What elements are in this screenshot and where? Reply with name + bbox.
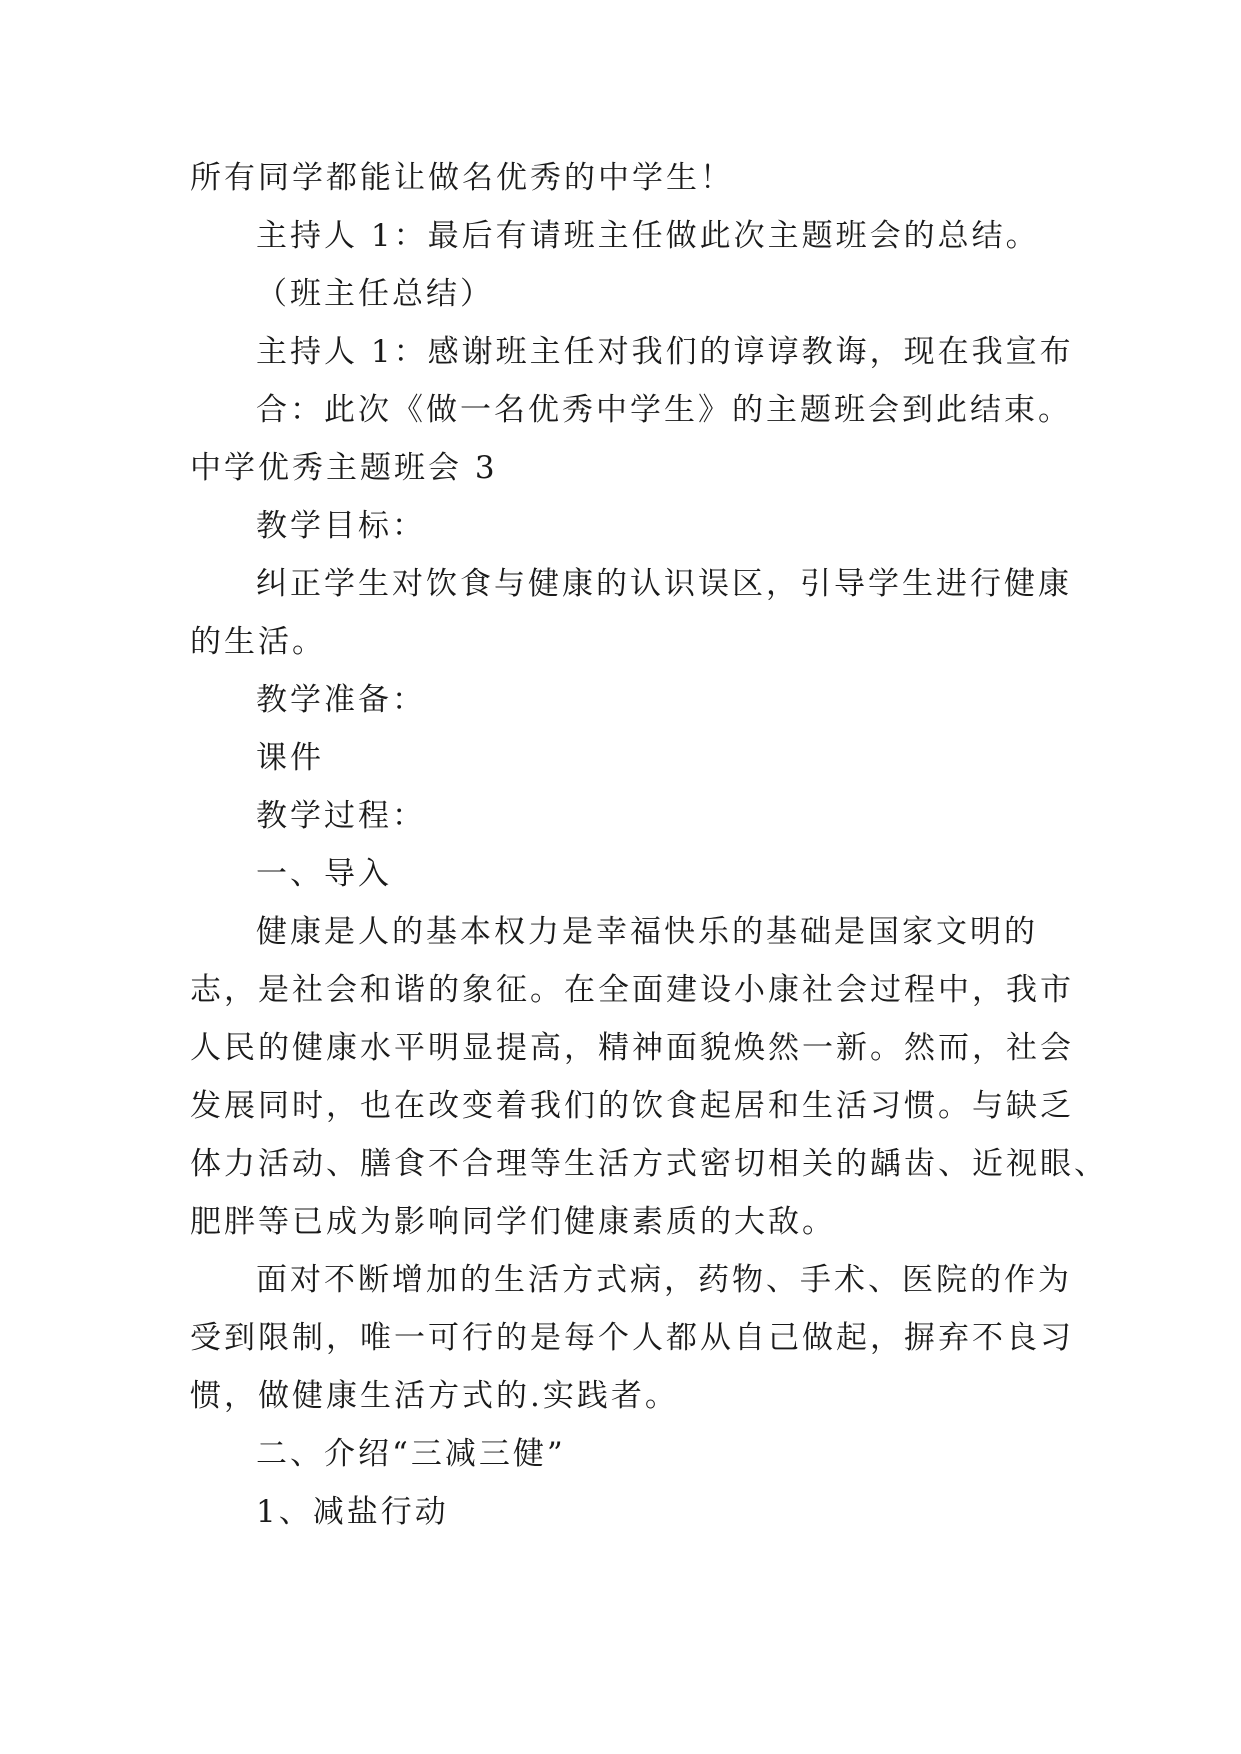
text-line: 主持人 1：最后有请班主任做此次主题班会的总结。: [256, 218, 1040, 254]
text-line: 1、减盐行动: [256, 1494, 449, 1530]
text-line: 肥胖等已成为影响同学们健康素质的大敌。: [190, 1204, 836, 1240]
text-line: 教学过程：: [256, 798, 426, 834]
text-line: 的生活。: [190, 624, 326, 660]
text-line: 人民的健康水平明显提高，精神面貌焕然一新。然而，社会: [190, 1030, 1074, 1066]
text-line: 惯，做健康生活方式的.实践者。: [190, 1378, 679, 1414]
text-line: 体力活动、膳食不合理等生活方式密切相关的龋齿、近视眼、: [190, 1146, 1108, 1182]
text-line: 发展同时，也在改变着我们的饮食起居和生活习惯。与缺乏: [190, 1088, 1074, 1124]
text-line: 一、导入: [256, 856, 392, 892]
text-line: （班主任总结）: [256, 276, 494, 312]
text-line: 教学准备：: [256, 682, 426, 718]
text-line: 受到限制，唯一可行的是每个人都从自己做起，摒弃不良习: [190, 1320, 1074, 1356]
text-line: 面对不断增加的生活方式病，药物、手术、医院的作为: [256, 1262, 1072, 1298]
section-heading: 中学优秀主题班会 3: [190, 450, 498, 486]
text-line: 合：此次《做一名优秀中学生》的主题班会到此结束。: [256, 392, 1072, 428]
text-line: 健康是人的基本权力是幸福快乐的基础是国家文明的: [256, 914, 1038, 950]
text-line: 所有同学都能让做名优秀的中学生！: [190, 160, 734, 196]
text-line: 纠正学生对饮食与健康的认识误区，引导学生进行健康: [256, 566, 1072, 602]
text-line: 课件: [256, 740, 324, 776]
text-line: 志，是社会和谐的象征。在全面建设小康社会过程中，我市: [190, 972, 1074, 1008]
text-line: 二、介绍“三减三健”: [256, 1436, 566, 1472]
text-line: 教学目标：: [256, 508, 426, 544]
text-line: 主持人 1：感谢班主任对我们的谆谆教诲，现在我宣布: [256, 334, 1074, 370]
